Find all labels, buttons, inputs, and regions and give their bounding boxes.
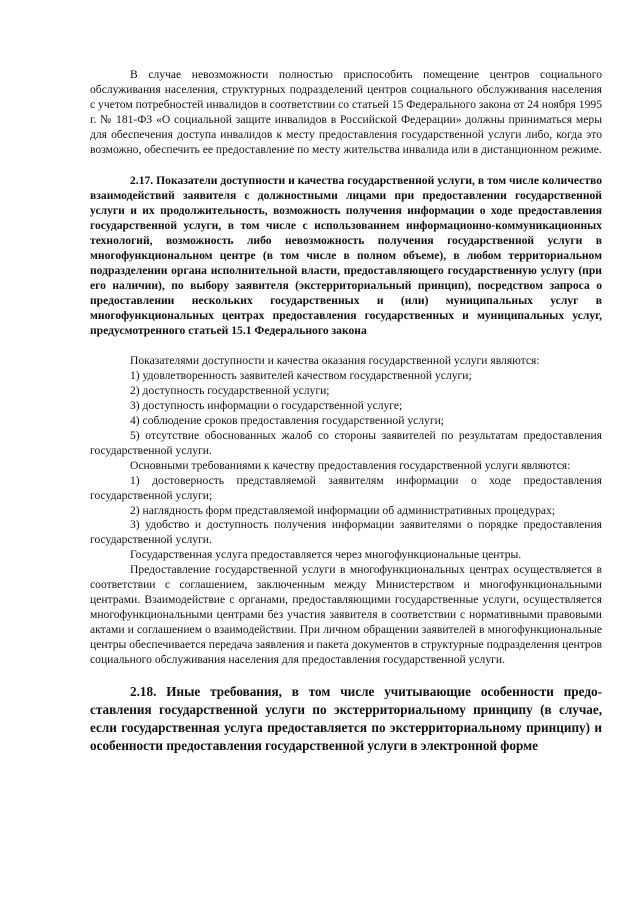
indicator-item-2: 2) доступность государственной услуги; [130,384,330,398]
paragraph-mfc-details: Предоставление государственной услуги в многофункциональных центрах осуществляется в соответствии с соглашением, заключенным между Министерством и многофункциональными центрами. Взаимодействие с органами, предоставляющими государственные услуги, осуществляется многофункциональными центрами без участия заявителя в соответствии с нормативными правовыми актами и соглашением о взаимодействии. При личном обращении заявителей в многофункциональные центры обеспечивается передача заявления и пакета документов в структурные подразделения центров социального обслуживания населения для предоставления государственной услуги. [90,563,602,666]
requirement-item-3: 3) удобство и доступность получения информации заявителями о порядке предоставления государственной услуги. [90,518,602,547]
paragraph-indicators: Показателями доступности и качества оказания государственной услуги являются: [130,354,540,368]
indicator-item-4: 4) соблюдение сроков предоставления государственной услуги; [130,414,445,428]
requirement-item-2: 2) наглядность форм представляемой информации об административных процедурах; [130,503,556,517]
paragraph-mfc: Государственная услуга предоставляется через многофункциональные центры. [130,548,522,562]
indicator-item-5: 5) отсутствие обоснованных жалоб со стороны заявителей по результатам предоставления государственной услуги. [90,428,602,457]
indicator-item-1: 1) удовлетворенность заявителей качеством государственной услуги; [130,369,472,383]
paragraph-requirements: Основными требованиями к качеству предоставления государственной услуги являются: [130,458,571,472]
paragraph-intro: В случае невозможности полностью приспособить помещение центров социального обслуживания населения, структурных подразделений центров социального обслуживания населения с учетом потребностей инвалидов в соответствии со статьей 15 Федерального закона от 24 ноября 1995 г. № 181-ФЗ «О социальной защите инвалидов в Российской Федерации» должны приниматься меры для обеспечения доступа инвалидов к месту предоставления государственной услуги либо, когда это возможно, обеспечить ее предоставление по месту жительства инвалида или в дистанционном режиме. [90,68,602,156]
heading-2-17: 2.17. Показатели доступности и качества государственной услуги, в том числе количество взаимодействий заявителя с должностными лицами при предоставлении государственной услуги и их продолжительность, возможность получения информации о ходе предоставления государственной услуги, в том числе с использованием информационно-коммуникационных технологий, возможность либо невозможность получения государственной услуги в многофункциональном центре (в том числе в полном объеме), в любом территориальном подразделении органа исполнительной власти, предоставляющего государственную услугу (при его наличии), по выбору заявителя (экстерриториальный принцип), посредством запроса о предоставлении нескольких государственных и (или) муниципальных услуг в многофункциональных центрах предоставления государственных и муниципальных услуг, предусмотренного статьей 15.1 Федерального закона [90,174,602,338]
heading-2-18: 2.18. Иные требования, в том числе учитывающие особенности предоставления государственной услуги по экстерриториальному принципу (в случае, если государственная услуга предоставляется по экстерриториальному принципу) и особенности предоставления государственной услуги в электронной форме [90,684,602,754]
indicator-item-3: 3) доступность информации о государственной услуге; [130,399,403,413]
requirement-item-1: 1) достоверность представляемой заявителям информации о ходе предоставления государственной услуги; [90,473,602,502]
